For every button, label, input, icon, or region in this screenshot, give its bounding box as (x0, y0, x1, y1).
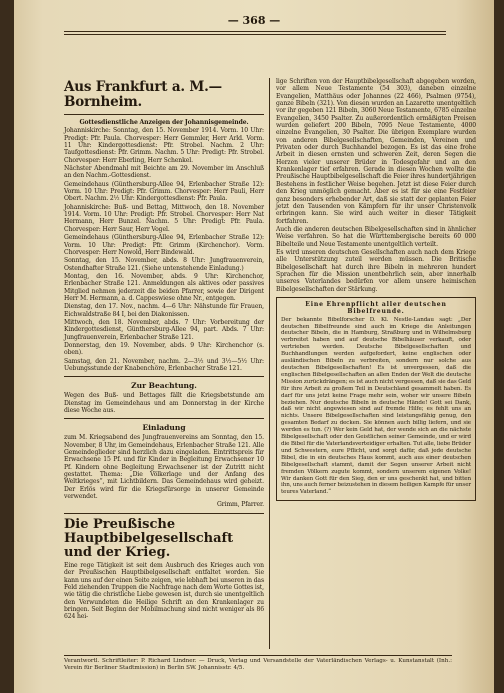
right-column (276, 78, 476, 505)
invitation-signature: Grimm, Pfarrer. (216, 501, 264, 509)
section-heading-bible-society: Die Preußische Hauptbibelgesellschaft und der Krieg. (64, 516, 234, 560)
article-paragraph-1: lige Schriften von der Hauptbibelgesellschaft abgegeben worden, vor allem Neue Testamente (54 303), daneben einzelne Evangelien, Matthäus oder Johannes (22 466), Psalmen (9754), ganze Bibeln (321). Von diesen wurden an Lazarette unentgeltlich vor ihr gegeben 121 Bibeln, 3060 Neue Testamente, 6785 einzelne Evangelien, 3450 Psalter. Zu außerordentlich ermäßigten Preisen wurden geliefert 200 Bibeln, 7095 Neue Testamente, 4000 einzelne Evangelien, 30 Psalter. Die übrigen Exemplare wurden von anderen Bibelgesellschaften, Gemeinden, Vereinen und Privaten oder durch Buchhandel bezogen. Es ist das eine frohe Arbeit in diesen ernsten und schweren Zeit, deren Segen die Herzen vieler unserer Brüder in Todesgefahr und an den Krankenlager tief erfahren. Gerade in diesen Wochen wollte die Preußische Hauptbibelgesellschaft die Feier ihres hundertjährigen Bestehens in festlicher Weise begehen. Jetzt ist diese Feier durch den Krieg unmöglich gemacht. Aber es ist für sie eine Festfeier ganz besonders erhebender Art, daß sie statt der geplanten Feier jetzt den Tausenden von Kämpfern für ihr unser Christenvolk erbringen kann. Sie wird auch weiter in dieser Tätigkeit fortfahren. (276, 78, 476, 225)
announcement-3: Gemeindehaus (Günthersburg-Allee 94, Erlenbacher Straße 12): Vorm. 10 Uhr: Predigt: Pfr. Grimm. Chorvesper: Herr Pauli, Herr Obert. Nachm. 2½ Uhr: Kindergottesdienst: Pfr. Paula. (64, 180, 264, 203)
article-paragraph-2: Auch die anderen deutschen Bibelgesellschaften sind in ähnlicher Weise verfahren. So hat die Württembergische bereits 60 000 Bibelteile und Neue Testamente unentgeltlich verteilt. (276, 225, 476, 248)
notice-text: Wegen des Buß- und Bettages fällt die Kriegsbetstunde am Dienstag im Gemeindehaus und am Donnerstag in der Kirche diese Woche aus. (64, 392, 264, 415)
section-text: Eine rege Tätigkeit ist seit dem Ausbruch des Krieges auch von der Preußischen Hauptbibelgesellschaft entfaltet worden. Sie kann uns auf der einen Seite zeigen, wie lebhaft bei unseren in das Feld ziehenden Truppen die Nachfrage nach dem Worte Gottes ist, wie tätig die christliche Liebe gewesen ist, durch sie unentgeltlich den Verwundeten die Heilige Schrift an den Krankenlager zu bringen. Seit Beginn der Mobilmachung sind nicht weniger als 86 624 hei- (64, 561, 264, 621)
notice-title: Zur Beachtung. (131, 381, 197, 391)
invitation-title: Einladung (142, 423, 186, 433)
top-rule-2 (64, 34, 446, 35)
announcement-7: Montag, den 16. November, abds. 9 Uhr: Kirchenchor, Erlenbacher Straße 121. Anmeldungen als aktives oder passives Mitglied nehmen jederzeit die beiden Pfarrer, sowie der Dirigent Herr M. Hermann, a. d. Cappeswiese ohne Nr., entgegen. (64, 272, 264, 302)
announcement-2: Nächster Abendmahl mit Beichte am 29. November im Anschluß an den Nachm.-Gottesdienst. (64, 165, 264, 180)
subheading: Gottesdienstliche Anzeigen der Johannisgemeinde. (79, 119, 249, 126)
box-title: Eine Ehrenpflicht aller deutschen Bibelfreunde. (305, 300, 447, 316)
divider (64, 376, 264, 377)
box-text: Der bekannte Bibelforscher D. Kl. Nestle-Landau sagt: „Der deutschen Bibelfreunde sind auch im Kriege die Anleitungen deutscher Bibeln, die in Hamburg, Straßburg und in Wilhelmsburg verbreitet haben und auf deutsche Bibelhäuser verkauft, oder vertrieben werden. Deutsche Bibelgesellschaften und Buchhandlungen werden aufgefordert, keine englischen oder ausländischen Bibeln zu verbreiten, sondern nur solche aus deutschen Bibelgesellschaften! Es ist unvergessen, daß die englischen Bibelgesellschaften an allen Enden der Welt die deutsche Mission zurückdrängen; es ist auch nicht vergessen, daß sie das Geld für ihre Arbeit zu großem Teil in Deutschland gesammelt haben. Es darf für uns jetzt keine Frage mehr sein, woher wir unsere Bibeln beziehen. Nur deutsche Bibeln in deutsche Hände! Gott sei Dank, daß wir nicht angewiesen sind auf fremde Hilfe; es fehlt uns an nichts. Unsere Bibelgesellschaften sind leistungsfähig genug, den gesamten Bedarf zu decken. Sie können auch billig liefern, und sie werden es tun. (?) Wer kein Geld hat, der wende sich an die nächste Bibelgesellschaft oder den Geistlichen seiner Gemeinde, und er wird die Bibel für die Vaterlandsverteidiger erhalten. Tut alle, liebe Brüder und Schwestern, eure Pflicht, und sorgt dafür, daß jede deutsche Bibel, die in ein deutsches Haus kommt, auch aus einer deutschen Bibelgesellschaft stammt, damit der Segen unserer Arbeit nicht fremden Völkern zugute kommt, sondern unserem eigenen Volke! Wir danken Gott für den Sieg, den er uns geschenkt hat, und bitten ihn, uns auch ferner beizustehen in diesem heiligen Kampfe für unser teures Vaterland.“ (281, 316, 471, 496)
article-paragraph-3: Es wird unseren deutschen Gesellschaften auch nach dem Kriege alle Unterstützung zuteil werden müssen. Die Britische Bibelgesellschaft hat durch ihre Bibeln in mehreren hundert Sprachen für die Mission unentbehrlich sein, aber innerhalb unseres Vaterlandes bedürfen vor allem unsere heimischen Bibelgesellschaften der Stärkung. (276, 248, 476, 293)
announcement-11: Samstag, den 21. November, nachm. 2—3½ und 3½—5½ Uhr: Uebungsstunde der Knabenchöre, Erlenbacher Straße 121. (64, 357, 264, 372)
divider (64, 114, 264, 115)
announcement-1: Johanniskirche: Sonntag, den 15. November 1914. Vorm. 10 Uhr: Predigt: Pfr. Paula. Chorvesper: Herr Gemmler, Herr Arld. Vorm. 11 Uhr: Kindergottesdienst: Pfr. Strobel. Nachm. 2 Uhr: Taufgottesdienst: Pfr. Grimm. Nachm. 5 Uhr: Predigt: Pfr. Strobel. Chorvesper: Herr Eberling, Herr Schenkel. (64, 127, 264, 164)
announcement-6: Sonntag, den 15. November, abds. 8 Uhr: Jungfrauenverein, Ostendhafter Straße 121. (Siehe untenstehende Einladung.) (64, 257, 264, 272)
announcement-5: Gemeindehaus (Günthersburg-Allee 94, Erlenbacher Straße 12): Vorm. 10 Uhr: Predigt: Pfr. Grimm (Kirchenchor). Vorm. Chorvesper: Herr Nowold, Herr Bindewald. (64, 234, 264, 256)
boxed-appeal (276, 297, 476, 501)
page-number: — 368 — (227, 14, 281, 27)
announcement-8: Dienstag, den 17. Nov., nachm. 4—6 Uhr: Nähstunde für Frauen, Eichwaldstraße 84 I, bei den Diakonissen. (64, 303, 264, 318)
newspaper-page (14, 0, 494, 693)
section-heading-frankfurt: Aus Frankfurt a. M.—Bornheim. (64, 79, 222, 110)
invitation-text: zum M. Kriegsabend des Jungfrauenvereins am Sonntag, den 15. November, 8 Uhr, im Gemeindehaus, Erlenbacher Straße 121. Alle Gemeindeglieder sind herzlich dazu eingeladen. Eintrittspreis für Erwachsene 15 Pf. und für Kinder in Begleitung Erwachsener 10 Pf. Kindern ohne Begleitung Erwachsener ist der Zutritt nicht gestattet. Thema: „Die Völkerlage und der Anfang des Weltkrieges“, mit Lichtbildern. Das Gemeindehaus wird geheizt. Der Erlös wird für die Kriegsfürsorge in unserer Gemeinde verwendet. (64, 434, 264, 501)
divider (64, 418, 264, 419)
top-rule (64, 31, 446, 32)
announcement-4: Johanniskirche: Buß- und Bettag, Mittwoch, den 18. November 1914. Vorm. 10 Uhr: Predigt: Pfr. Strobel. Chorvesper: Herr Nat Hermann, Herr Bunzel. Nachm. 5 Uhr: Predigt: Pfr. Paula. Chorvesper: Herr Saur, Herr Vogel. (64, 203, 264, 233)
announcement-10: Donnerstag, den 19. November, abds. 9 Uhr: Kirchenchor (s. oben). (64, 341, 264, 357)
left-column (64, 78, 264, 622)
divider (64, 513, 264, 514)
announcement-9: Mittwoch, den 18. November, abds. 7 Uhr: Vorbereitung der Kindergottesdienst, Günthersburg-Allee 94, part. Abds. 7 Uhr: Jungfrauenverein, Erlenbacher Straße 121. (64, 318, 264, 341)
column-divider (269, 78, 270, 649)
imprint-footer: Verantwortl. Schriftleiter: P. Richard Lindner. — Druck, Verlag und Versandstelle der Vaterländischen Verlags- u. Kunstanstalt (Inh.: Verein für Berliner Stadtmission) in Berlin SW. Johannisstr. 4/5. (64, 655, 452, 672)
